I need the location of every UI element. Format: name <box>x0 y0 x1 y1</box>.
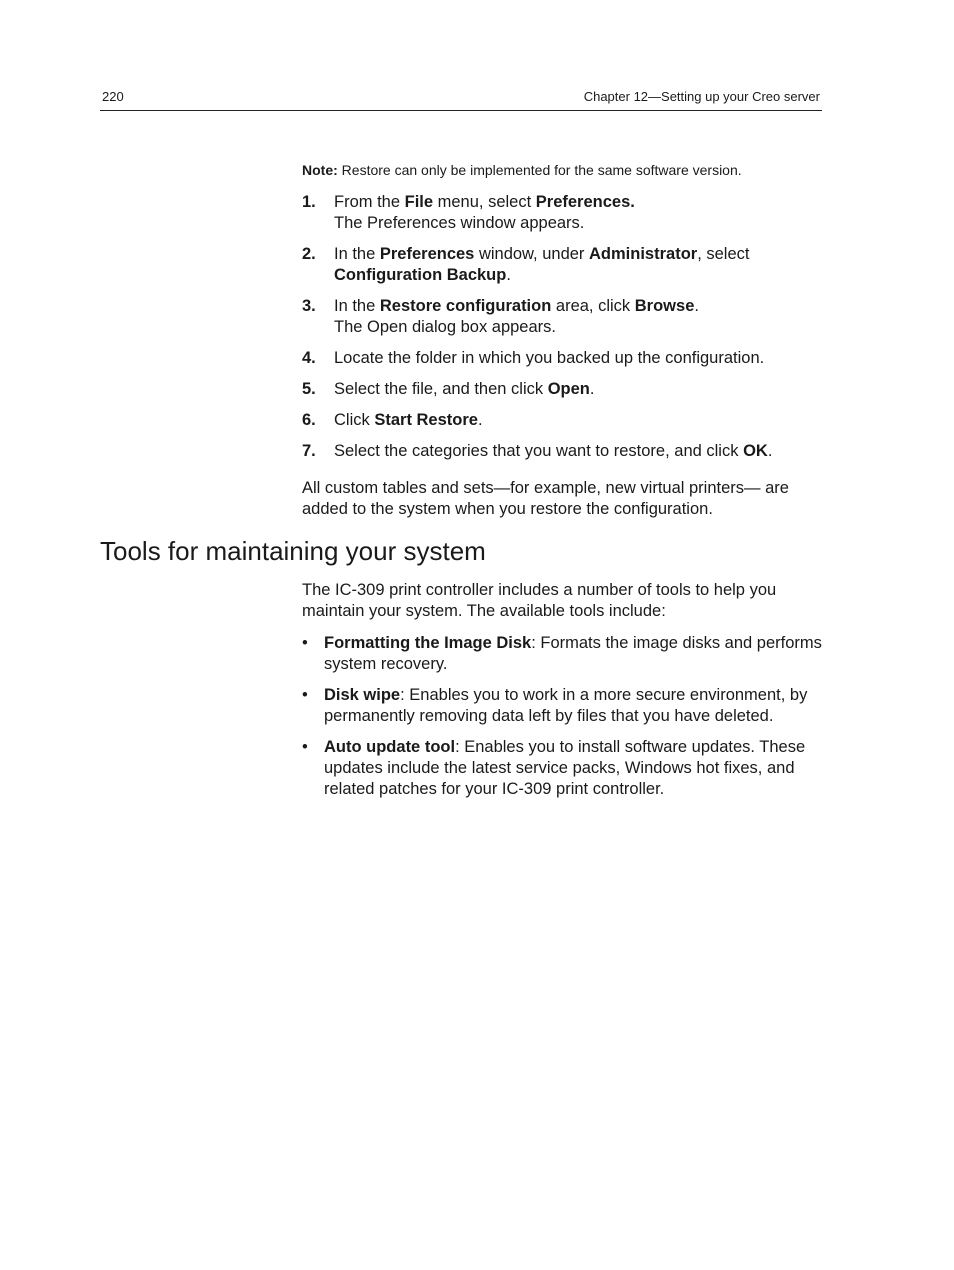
step-emphasis: Administrator <box>589 245 698 263</box>
step-emphasis: File <box>404 193 434 211</box>
step-item <box>302 410 827 431</box>
tool-description: : Formats the image disks and performs system recovery. <box>324 634 822 673</box>
step-number: 3. <box>302 297 316 315</box>
step-text: From the <box>334 193 405 211</box>
bullet: • <box>302 686 308 704</box>
tool-name: Auto update tool <box>324 738 456 756</box>
step-result: The Preferences window appears. <box>334 214 585 232</box>
step-result: The Open dialog box appears. <box>334 318 556 336</box>
step-text: window, under <box>474 245 590 263</box>
page-number: 220 <box>102 89 124 104</box>
step-text: area, click <box>551 297 635 315</box>
step-number: 7. <box>302 442 316 460</box>
step-text: In the <box>334 245 380 263</box>
note-label: Note: <box>302 162 338 178</box>
step-text: In the <box>334 297 380 315</box>
step-emphasis: Browse <box>634 297 695 315</box>
note <box>302 160 827 181</box>
tool-description: : Enables you to install software updates. These updates include the latest service packs, Windows hot fixes, and related patches for your IC-309 print controller. <box>324 738 806 798</box>
tool-description: : Enables you to work in a more secure environment, by permanently removing data left by files that you have deleted. <box>324 686 808 725</box>
step-item <box>302 244 827 286</box>
step-emphasis: Restore configuration <box>379 297 552 315</box>
step-number: 6. <box>302 411 316 429</box>
step-item <box>302 379 827 400</box>
page-header <box>100 88 822 111</box>
step-item <box>302 192 827 234</box>
step-text: . <box>506 266 511 284</box>
step-text: , select <box>697 245 750 263</box>
step-text: . <box>767 442 773 460</box>
step-emphasis: Preferences. <box>535 193 635 211</box>
step-item <box>302 348 827 369</box>
step-number: 2. <box>302 245 316 263</box>
step-emphasis: Configuration Backup <box>334 266 507 284</box>
chapter-title: Chapter 12—Setting up your Creo server <box>583 89 820 104</box>
tool-item <box>302 633 822 675</box>
step-text: Select the categories that you want to restore, and click <box>334 442 744 460</box>
section-intro: The IC-309 print controller includes a number of tools to help you maintain your system. The available tools include: <box>302 581 777 620</box>
step-emphasis: Open <box>547 380 590 398</box>
section-title: Tools for maintaining your system <box>100 536 486 566</box>
tools-list <box>302 633 822 810</box>
tool-name: Formatting the Image Disk <box>324 634 532 652</box>
tool-name: Disk wipe <box>324 686 401 704</box>
step-item <box>302 296 827 338</box>
bullet: • <box>302 738 308 756</box>
step-number: 5. <box>302 380 316 398</box>
step-number: 4. <box>302 349 316 367</box>
step-number: 1. <box>302 193 316 211</box>
step-text: Locate the folder in which you backed up the configuration. <box>334 349 765 367</box>
tool-item <box>302 685 822 727</box>
step-text: . <box>694 297 699 315</box>
step-text: . <box>477 411 483 429</box>
restore-steps <box>302 192 827 472</box>
restore-summary: All custom tables and sets—for example, new virtual printers— are added to the system when you restore the configuration. <box>302 479 789 518</box>
note-text: Restore can only be implemented for the same software version. <box>337 162 742 178</box>
step-text: menu, select <box>433 193 536 211</box>
step-item <box>302 441 827 462</box>
step-text: Click <box>334 411 375 429</box>
step-text: Select the file, and then click <box>334 380 548 398</box>
tool-item <box>302 737 822 800</box>
bullet: • <box>302 634 308 652</box>
step-emphasis: OK <box>743 442 768 460</box>
step-text: . <box>589 380 595 398</box>
step-emphasis: Preferences <box>379 245 475 263</box>
step-emphasis: Start Restore <box>374 411 478 429</box>
